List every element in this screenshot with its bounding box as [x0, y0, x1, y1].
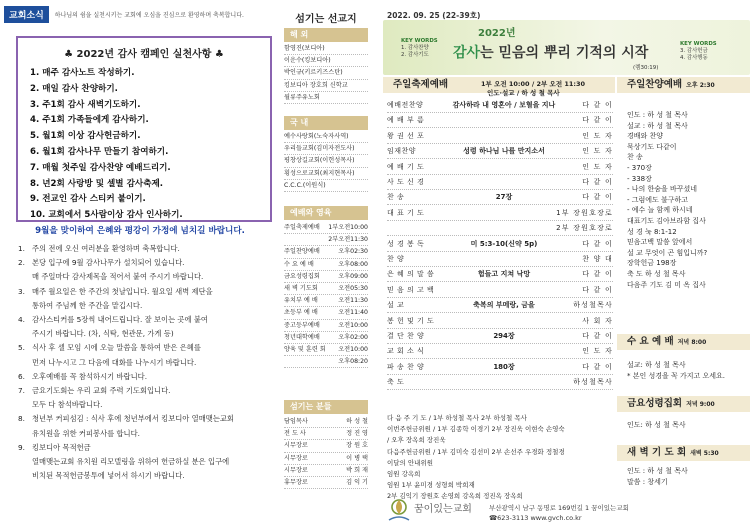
worship-name: 주일축제예배 — [284, 224, 320, 231]
notice-item — [18, 370, 274, 384]
church-address: 부산광역시 남구 동명로 169번길 1 꿈이있는교회 — [489, 504, 629, 512]
worship-name: 청년대학예배 — [284, 333, 320, 341]
order-item: 예배전찬양 — [387, 101, 424, 109]
notice-text: 유치원을 위한 커피봉사를 합니다. — [32, 428, 140, 438]
notice-number: 9. — [18, 442, 25, 452]
order-item: 봉 헌 및 기 도 — [387, 316, 435, 325]
order-row — [387, 329, 613, 344]
worship-schedule-row — [284, 271, 368, 283]
notice-text: 본당 입구에 9월 감사나무가 설치되어 있습니다. — [32, 258, 185, 268]
staff-role: 시무장로 — [284, 442, 308, 450]
notice-item — [18, 455, 274, 469]
notice-text: 주의 전에 오신 여러분을 환영하며 축복합니다. — [32, 244, 180, 253]
church-logo-icon — [385, 496, 413, 524]
worship-schedule-row — [284, 295, 368, 307]
dawn-detail-line: 인도 : 하 성 철 목사 — [627, 467, 688, 475]
order-leader: 다 같 이 — [582, 101, 613, 109]
worship-schedule-row — [284, 320, 368, 332]
duty-line: 2부 김익기 장원호 손영희 강옥희 정진옥 장옥희 — [387, 492, 523, 501]
service-lead: 인도·설교 / 하 성 철 목사 — [487, 89, 560, 97]
notice-item — [18, 327, 274, 341]
staff-name: 박 희 재 — [346, 466, 368, 474]
missions-title: 섬기는 선교지 — [295, 14, 357, 25]
notice-number — [18, 327, 32, 341]
staff-name: 이 병 택 — [346, 454, 368, 462]
domestic-list — [284, 131, 368, 192]
order-item: 설 교 — [387, 301, 405, 310]
order-detail: 27장 — [495, 193, 513, 202]
notice-title: 9월을 맞이하여 은혜와 평강이 가정에 넘치길 바랍니다. — [35, 226, 245, 236]
campaign-item: 3. 주1회 감사 새벽기도하기. — [30, 99, 141, 110]
order-row — [387, 221, 613, 236]
praise-detail-line: 묵상기도 다같이 — [627, 142, 677, 151]
order-row — [387, 375, 613, 390]
notice-item — [18, 285, 274, 299]
order-item: 대 표 기 도 — [387, 208, 425, 217]
keyword: 4. 감사행동 — [680, 55, 708, 61]
banner-theme-rest: 는 믿음의 뿌리 기적의 시작 — [480, 45, 649, 61]
order-detail: 험들고 지쳐 낙망 — [477, 270, 531, 279]
domestic-label: 국 내 — [284, 116, 368, 130]
campaign-box — [16, 36, 272, 222]
notice-text: 오후예배를 꼭 참석하시기 바랍니다. — [32, 371, 148, 381]
worship-schedule — [284, 222, 368, 368]
order-row — [387, 190, 613, 205]
order-row — [387, 298, 613, 313]
overseas-list — [284, 43, 368, 104]
notice-number — [18, 455, 32, 469]
order-row — [387, 160, 613, 175]
staff-role: 시무장로 — [284, 466, 308, 474]
praise-detail-line: 장학헌금 198장 — [627, 259, 677, 268]
order-row — [387, 344, 613, 359]
praise-detail-line: - 예수 늘 함께 하시네 — [627, 206, 693, 215]
order-item: 찬 양 — [387, 255, 405, 263]
staff-name: 장 원 호 — [346, 442, 368, 450]
order-leader: 하성철목사 — [573, 378, 613, 387]
dawn-service-details — [627, 466, 747, 487]
order-detail: 성령 하나님 나를 만지소서 — [463, 147, 545, 156]
mission-domestic-item: 예수사랑회(노숙자사역) — [284, 131, 368, 143]
order-row — [387, 360, 613, 375]
worship-schedule-row — [284, 259, 368, 271]
worship-time: 1부오전10:00 — [328, 224, 368, 231]
staff-row — [284, 416, 368, 428]
dawn-service-header — [617, 445, 750, 461]
order-item: 축 도 — [387, 378, 405, 387]
duty-line: 이번주헌금위원 / 1부 김종학 이경기 2부 장진욱 이현숙 손영숙 — [387, 425, 565, 434]
notice-item — [18, 356, 274, 370]
bulletin-date: 2022. 09. 25 (22-39호) — [387, 11, 481, 20]
order-leader: 인 도 자 — [582, 131, 613, 140]
mission-domestic-item: 횡성으로교회(최지현목사) — [284, 168, 368, 180]
campaign-item: 10. 교회에서 5사람이상 감사 인사하기. — [30, 210, 183, 221]
notice-text: 청년부 커피섬김 : 식사 후에 청년부에서 킹보디아 열매맺는교회 — [32, 414, 234, 424]
praise-detail-line: 대표기도 김아브라함 집사 — [627, 216, 706, 225]
staff-role: 휴무장로 — [284, 478, 308, 486]
fri-detail-line: 인도: 하 성 철 목사 — [627, 421, 686, 429]
order-row — [387, 237, 613, 252]
fri-service-details — [627, 420, 747, 431]
overseas-label: 해 외 — [284, 28, 368, 42]
banner-theme-highlight: 감사 — [453, 45, 481, 61]
praise-detail-line: - 그럼에도 불구하고 — [627, 195, 689, 204]
order-item: 임재찬양 — [387, 147, 417, 156]
campaign-item: 8. 년2회 사랑방 및 셀별 감사축제. — [30, 178, 164, 189]
notice-item — [18, 341, 274, 355]
duty-line: 다 음 주 기 도 / 1부 하성철 목사 2부 하성철 목사 — [387, 414, 527, 422]
praise-service-details — [627, 110, 747, 290]
order-leader: 찬 양 대 — [582, 255, 613, 263]
worship-schedule-row — [284, 222, 368, 234]
order-row — [387, 98, 613, 113]
order-leader: 사 회 자 — [582, 316, 613, 325]
notice-item — [18, 427, 274, 441]
duty-roster — [387, 413, 613, 503]
campaign-item: 4. 주1회 가족들에게 감사하기. — [30, 115, 149, 126]
notice-text: 킹보디아 목적헌금 — [32, 442, 91, 452]
duty-line: 이달의 안내위원 — [387, 458, 434, 467]
order-leader: 인 도 자 — [582, 347, 613, 356]
worship-name: 양육 및 훈련 회 — [284, 345, 326, 353]
notice-text: 열매맺는교회 유치원 리모델링을 위하여 헌금하실 분은 입구에 — [32, 457, 230, 467]
order-leader: 다 같 이 — [582, 239, 613, 248]
order-leader: 다 같 이 — [582, 178, 613, 186]
order-row — [387, 206, 613, 221]
campaign-item: 2. 매일 감사 찬양하기. — [30, 83, 118, 94]
keyword: 2. 감사기도 — [401, 52, 429, 58]
notice-number: 3. — [18, 286, 25, 296]
duty-line: 임원 강옥희 — [387, 470, 421, 479]
campaign-item: 5. 월1회 이상 감사헌금하기. — [30, 131, 141, 142]
praise-detail-line: 믿음고백 말씀 앞에서 — [627, 238, 693, 247]
notice-text: 통하여 주님께 한 주간을 맡깁시다. — [32, 300, 143, 310]
notice-item — [18, 412, 274, 426]
order-row — [387, 175, 613, 190]
staff-role: 전 도 사 — [284, 430, 306, 438]
keywords-right-title: KEY WORDS — [680, 41, 717, 47]
order-item: 왕 권 선 포 — [387, 131, 425, 140]
worship-name: 금요성령집회 — [284, 272, 320, 280]
worship-time: 오후08:00 — [338, 260, 368, 268]
keyword: 3. 감사헌금 — [680, 48, 708, 54]
worship-time: 오전10:00 — [338, 345, 368, 353]
order-leader: 다 같 이 — [582, 116, 613, 125]
notice-text: 매 주일마다 감사제목을 적어서 붙여 주시기 바랍니다. — [32, 272, 204, 282]
praise-service-time: 오후 2:30 — [686, 82, 715, 89]
staff-role: 시무장로 — [284, 454, 308, 462]
church-contact: ☎623-3113 www.gvch.co.kr — [489, 514, 582, 522]
campaign-title: ♣ 2022년 감사 캠페인 실천사항 ♣ — [64, 49, 224, 60]
worship-label: 예배와 영육 — [284, 206, 368, 220]
notice-text: 금요기도회는 우리 교회 주력 기도회입니다. — [32, 386, 171, 396]
notice-number — [18, 299, 32, 313]
order-item: 믿 음 의 고 백 — [387, 285, 435, 294]
worship-name: 주일찬양예배 — [284, 248, 320, 256]
staff-row — [284, 428, 368, 440]
notice-item — [18, 242, 274, 256]
worship-name: 새 벽 기도회 — [284, 284, 318, 292]
news-tag: 교회소식 — [4, 6, 49, 23]
campaign-item: 1. 매주 감사노트 작성하기. — [30, 68, 135, 78]
praise-detail-line: 성 경 눅 8:1-12 — [627, 227, 677, 236]
worship-schedule-row — [284, 344, 368, 356]
notice-number: 7. — [18, 386, 25, 396]
praise-detail-line: 다음주 기도 김 미 옥 집사 — [627, 280, 706, 289]
worship-time: 오전11:40 — [338, 309, 368, 317]
worship-name: 초등부 예 배 — [284, 309, 318, 317]
service-title: 주일축제예배 — [383, 77, 615, 93]
worship-time: 2부오전11:30 — [328, 236, 368, 244]
praise-service-header — [617, 77, 750, 93]
order-leader: 인 도 자 — [582, 147, 613, 156]
campaign-item: 6. 월1회 감사나무 만들기 참여하기. — [30, 146, 169, 157]
staff-row — [284, 477, 368, 489]
staff-name: 김 익 기 — [346, 478, 368, 486]
praise-detail-line: 축 도 하 성 철 목사 — [627, 269, 686, 278]
church-footer — [489, 503, 629, 523]
notice-item — [18, 469, 274, 483]
mission-overseas-item: 박인규(키르키즈스탄) — [284, 67, 368, 79]
order-detail: 감사하라 내 영혼아 / 보혈을 지나 — [452, 101, 556, 109]
church-logo-text: 꿈이있는교회 — [414, 504, 472, 515]
notice-number — [18, 398, 32, 412]
order-detail: 180장 — [493, 362, 515, 371]
worship-time: 오전05:30 — [338, 284, 368, 292]
notice-item — [18, 313, 274, 327]
praise-detail-line: - 370장 — [627, 163, 652, 172]
mission-overseas-item: 이운수(킹보디아) — [284, 55, 368, 67]
banner-year: 2022년 — [478, 28, 516, 39]
order-item: 은 혜 의 말 씀 — [387, 270, 435, 279]
notice-text: 감사스티커를 5장씩 내어드립니다. 잘 보이는 곳에 붙여 — [32, 315, 208, 325]
order-item: 예 배 기 도 — [387, 162, 425, 171]
notice-number: 8. — [18, 414, 25, 424]
notice-number — [18, 270, 32, 284]
praise-detail-line: 찬 송 — [627, 153, 643, 162]
worship-name: 수 요 예 배 — [284, 260, 314, 268]
praise-detail-line: 설 교 무엇이 곤 힘입니까? — [627, 248, 708, 257]
keywords-left — [401, 38, 438, 59]
order-leader: 다 같 이 — [582, 362, 613, 371]
order-row — [387, 267, 613, 282]
campaign-list — [18, 66, 270, 224]
fri-service-title: 금요성령집회 — [627, 398, 683, 409]
order-item: 교 회 소 식 — [387, 347, 425, 356]
notice-item — [18, 256, 274, 270]
order-leader: 1부 장원호장로 — [556, 208, 613, 217]
notice-text: 주시기 바랍니다. (차, 식탁, 현관문, 가게 등) — [32, 329, 174, 339]
worship-time: 오후02:00 — [338, 333, 368, 341]
order-leader: 인 도 자 — [582, 162, 613, 171]
order-row — [387, 129, 613, 144]
duty-line: 임원 1부 윤미경 성형희 박희재 — [387, 481, 475, 490]
dawn-detail-line: 말씀 : 창세기 — [627, 477, 668, 486]
order-detail: 축복의 부메랑, 금을 — [473, 301, 535, 310]
notice-number — [18, 427, 32, 441]
order-leader: 다 같 이 — [582, 332, 613, 340]
order-item: 예 배 부 름 — [387, 116, 425, 125]
order-row — [387, 283, 613, 298]
order-item: 찬 송 — [387, 193, 405, 202]
notice-text: 식사 후 셀 모임 시에 오늘 말씀을 통하여 받은 은혜를 — [32, 343, 201, 353]
notice-number: 4. — [18, 315, 25, 325]
keyword: 1. 감사찬양 — [401, 45, 429, 51]
order-leader: 다 같 이 — [582, 270, 613, 279]
campaign-item: 9. 전교인 감사 스티커 붙이기. — [30, 194, 146, 205]
order-detail: 294장 — [493, 332, 515, 340]
wed-detail-line: 설교: 하 성 철 목사 — [627, 361, 686, 369]
notice-item — [18, 299, 274, 313]
order-leader: 다 같 이 — [582, 285, 613, 294]
worship-schedule-row — [284, 332, 368, 344]
praise-detail-line: 경배와 찬양 — [627, 132, 664, 141]
notice-number: 1. — [18, 244, 25, 253]
worship-time: 오후08:20 — [338, 358, 368, 366]
order-row — [387, 144, 613, 159]
notice-text: 모두 다 참석바랍니다. — [32, 400, 103, 410]
order-item: 성 경 봉 독 — [387, 239, 425, 248]
staff-list — [284, 416, 368, 489]
order-detail: 미 5:3-10(신약 5p) — [470, 239, 538, 248]
order-leader: 다 같 이 — [582, 193, 613, 202]
order-leader: 하성철목사 — [573, 301, 613, 310]
church-news-column — [0, 0, 275, 530]
other-services-column — [617, 0, 750, 530]
mission-overseas-item: 킹보디아 장호희 신학교 — [284, 80, 368, 92]
staff-row — [284, 453, 368, 465]
wed-service-time: 저녁 8:00 — [677, 339, 707, 346]
notice-item — [18, 270, 274, 284]
worship-time: 오전11:30 — [338, 297, 368, 305]
worship-schedule-row — [284, 234, 368, 246]
missions-column — [278, 0, 374, 530]
notice-text: 비치된 목적헌금봉투에 넣어서 하시기 바랍니다. — [32, 471, 185, 481]
notice-number: 5. — [18, 343, 25, 353]
notice-number — [18, 469, 32, 483]
staff-role: 담임목사 — [284, 418, 308, 425]
worship-time: 오전10:00 — [338, 321, 368, 329]
notice-item — [18, 398, 274, 412]
fri-service-header — [617, 396, 750, 412]
fri-service-time: 저녁 9:00 — [686, 401, 715, 408]
notice-text: 매주 월요일은 한 주간의 첫날입니다. 월요일 새벽 제단을 — [32, 286, 213, 296]
worship-time: 오후02:30 — [338, 248, 368, 256]
staff-label: 섬기는 분들 — [284, 400, 368, 414]
order-leader: 2부 장원호장로 — [556, 224, 613, 233]
staff-name: 정 진 영 — [346, 430, 368, 438]
notice-list — [18, 242, 274, 483]
campaign-item: 7. 매월 첫주일 감사찬양 예배드리기. — [30, 162, 171, 173]
wed-service-details — [627, 360, 747, 381]
mission-overseas-item: 함영진(보디아) — [284, 43, 368, 55]
praise-detail-line: 인도 : 하 성 철 목사 — [627, 111, 688, 119]
wed-service-title: 수 요 예 배 — [627, 336, 674, 347]
notice-item — [18, 384, 274, 398]
order-row — [387, 314, 613, 329]
service-time: 1부 오전 10:00 / 2부 오전 11:30 — [481, 80, 586, 88]
worship-schedule-row — [284, 283, 368, 295]
staff-row — [284, 465, 368, 477]
duty-line: / 오후 장옥희 장진욱 — [387, 436, 446, 445]
notice-number — [18, 356, 32, 370]
order-item: 결 단 찬 양 — [387, 332, 425, 340]
staff-row — [284, 440, 368, 452]
order-item: 사 도 신 경 — [387, 178, 425, 186]
banner-verse: (렘30:19) — [633, 65, 659, 71]
wed-service-header — [617, 334, 750, 350]
wed-detail-line: * 본인 성경을 꼭 가지고 오세요. — [627, 371, 725, 380]
worship-name: 중고등부예배 — [284, 321, 320, 329]
dawn-service-time: 새벽 5:30 — [690, 450, 719, 457]
worship-schedule-row — [284, 307, 368, 319]
praise-detail-line: - 338장 — [627, 174, 652, 183]
notice-number: 2. — [18, 258, 25, 268]
worship-schedule-row — [284, 246, 368, 258]
worship-time: 오후09:00 — [338, 272, 368, 280]
notice-item — [18, 441, 274, 455]
worship-schedule-row — [284, 356, 368, 368]
keywords-left-title: KEY WORDS — [401, 38, 438, 44]
notice-number: 6. — [18, 371, 25, 381]
mission-domestic-item: 우리들교회(김미자전도사) — [284, 143, 368, 155]
mission-overseas-item: 월류주유노회 — [284, 92, 368, 104]
praise-detail-line: - 나의 한숨을 바꾸셨네 — [627, 185, 698, 194]
duty-line: 다음주헌금위원 / 1부 김미숙 김선미 2부 손선주 우경화 정철경 — [387, 447, 565, 456]
worship-name: 유치부 예 배 — [284, 297, 318, 305]
news-subtitle: 하나님의 쉼을 실천시키는 교회에 오심을 진심으로 환영하며 축복합니다. — [54, 11, 244, 19]
dawn-service-title: 새 벽 기 도 회 — [627, 447, 687, 458]
praise-detail-line: 설교 : 하 성 철 목사 — [627, 121, 688, 130]
mission-domestic-item: C.C.C.(이원식) — [284, 180, 368, 192]
staff-name: 하 성 철 — [346, 418, 368, 425]
mission-domestic-item: 평창상길교회(이헌성목사) — [284, 155, 368, 167]
order-row — [387, 252, 613, 267]
news-header — [4, 6, 244, 22]
order-row — [387, 113, 613, 128]
notice-text: 먼저 나누시고 그 다음에 대화를 나누시기 바랍니다. — [32, 357, 197, 367]
order-item: 파 송 찬 양 — [387, 362, 425, 371]
praise-service-title: 주일찬양예배 — [627, 79, 683, 90]
